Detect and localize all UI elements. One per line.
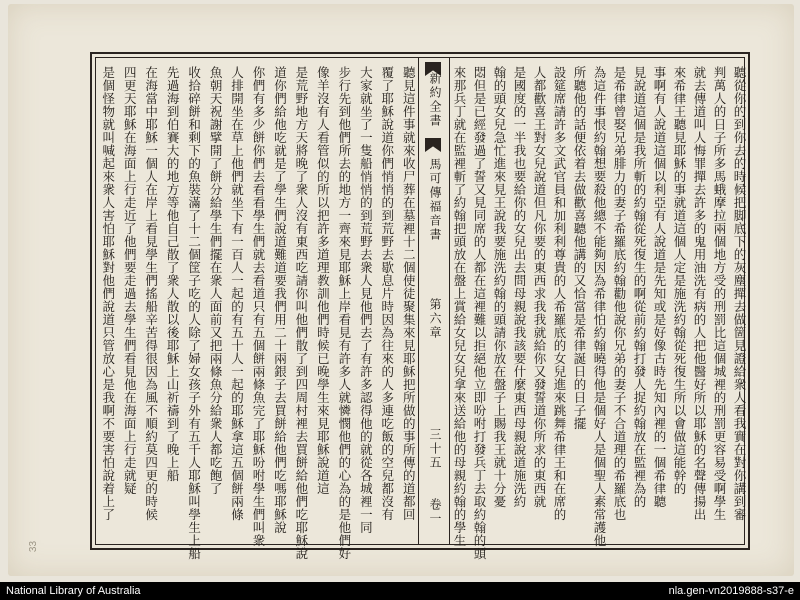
text-column: 事啊有人說道這個以利亞有人說道是先知或是好像古時先知內裡的一個希律聽	[652, 66, 667, 508]
chapter-label: 第六章	[428, 298, 442, 340]
text-column: 四更天耶穌在海面上行走近了他們要走過去學生們看見他在海面上行走就疑	[122, 66, 138, 495]
center-band	[418, 58, 450, 544]
text-column: 為這件事恨約翰想要殺他總不能夠因為希律怕約翰曉得他是個好人是個聖人素常護他	[592, 66, 607, 547]
text-column: 道你們給他吃就是了學生們說道難道要我們用二十兩銀子去買餅給他們吃嗎耶穌說	[272, 66, 288, 534]
book-title: 新約全書	[428, 72, 442, 128]
text-column: 人都歡喜王對女兒說道但凡你要的東西求我我就給你又發誓道你所求的東西就	[532, 66, 547, 508]
text-column: 人排開坐在草上他們就坐下有一百人一起的有五十人一起的耶穌拿這五個餅兩條	[229, 66, 245, 521]
footer-bar	[0, 582, 800, 600]
gospel-title: 馬可傳福音書	[428, 158, 442, 242]
text-column: 悶但是已經發過了誓又見同席的人都在這裡難以拒絕他立即吩咐打發兵丁去取約翰的頭	[472, 66, 487, 560]
text-column: 是希律曾娶兄弟腓力的妻子希羅底約翰勸他說你兄弟的妻子不合道理的希羅底也	[612, 66, 627, 521]
paper-sheet	[8, 4, 794, 576]
text-column: 魚朝天祝謝擘開了餅分給學生們擺在衆人面前又把兩條魚分給衆人都吃飽了	[208, 66, 224, 495]
text-column: 來那兵丁就在監裡斬了約翰把頭放在盤上賞給女兒女兒拿來送給他的母親約翰的學生	[452, 66, 467, 547]
text-frame-inner	[95, 57, 747, 560]
text-column: 是個怪物就叫喊起來衆人害怕耶穌對他們說道只管放心是我啊不要害怕說着上了	[100, 66, 116, 521]
volume-label: 卷一	[428, 498, 442, 526]
fish-tail-ornament-mid	[425, 138, 441, 152]
page-number: 三十五	[428, 428, 442, 470]
text-column: 判萬人的日子所多馬蛾摩拉兩個地方受的刑罰比這個城裡的刑罰更容易受啊學生	[712, 66, 727, 521]
text-column: 翰的頭女兒急忙進來見王說我要施洗約翰的頭請你放在盤子上賜我王就十分憂	[492, 66, 507, 508]
text-column: 聽見這件事就來收尸葬在墓裡十二個使徒聚集來見耶穌把所做的事所傳的道都回	[401, 66, 417, 521]
text-column: 覆了耶穌說道你們悄悄的到荒野去歇息片時因為往來的人多連吃飯的空兒都沒有	[379, 66, 395, 521]
text-column: 像羊沒有人看管似的所以把許多道理教訓他們時候已晚學生來見耶穌說道這	[315, 66, 331, 495]
pencil-mark: 33	[28, 540, 40, 553]
text-column: 收拾碎餅和剩下的魚裝滿了十二個筐子吃的人除了婦女孩子外有五千人耶穌叫學生上船	[186, 66, 202, 560]
text-column: 是荒野地方天將晚了衆人沒有東西吃請你叫他們散了到四周村裡去買餅給他們吃耶穌說	[293, 66, 309, 560]
text-column: 來希律王聽見耶穌的事就道這個人定是施洗約翰從死復生所以會做這能幹的	[672, 66, 687, 495]
footer-library: National Library of Australia	[6, 585, 141, 597]
text-column: 大家就坐了一隻船悄悄的到荒野去衆人見他們去了有許多認得他的就從各城裡一同	[358, 66, 374, 534]
text-column: 見說道這個是我所斬的約翰從死復生的啊從前約翰打發人捉約翰放在監裡為的	[632, 66, 647, 508]
footer-identifier: nla.gen-vn2019888-s37-e	[668, 585, 794, 597]
text-column: 先過海到伯賽大的地方等他自己散了衆人散以後耶穌上山祈禱到了晚上船	[165, 66, 181, 482]
text-column: 在海當中耶穌一個人在岸上看見學生們搖船辛苦得很因為風不順約莫四更的時候	[143, 66, 159, 521]
text-column: 就去傳道叫人悔罪撣去許多的鬼用油洗有病的人把他醫好所以耶穌的名聲傳揚出	[692, 66, 707, 521]
text-column: 步行先到他們所去的地方一齊來見耶穌上岸看見有許多人就憐憫他們的心為的是他們好	[336, 66, 352, 560]
text-column: 所聽他的話便依着去做歡喜聽他講的又恰當是希律誕日的日子擺	[572, 66, 587, 430]
text-column: 是國度的一半我也要給你的女兒出去問母親說我該要什麼東西母親說道施洗約	[512, 66, 527, 508]
text-frame	[90, 52, 750, 560]
text-column: 你們有多少餅你們去看看學生們就去看道只有五個餅兩條魚完了耶穌吩咐學生們叫衆	[251, 66, 266, 547]
text-column: 設筵席請許多文武官員和加利利尊貴的人希羅底的女兒進來跳舞希律王和在席的	[552, 66, 567, 521]
text-column: 聽從你的到你去的時候把脚底下的灰塵撣去做箇見證給衆人看我實在對你講到審	[732, 66, 747, 521]
